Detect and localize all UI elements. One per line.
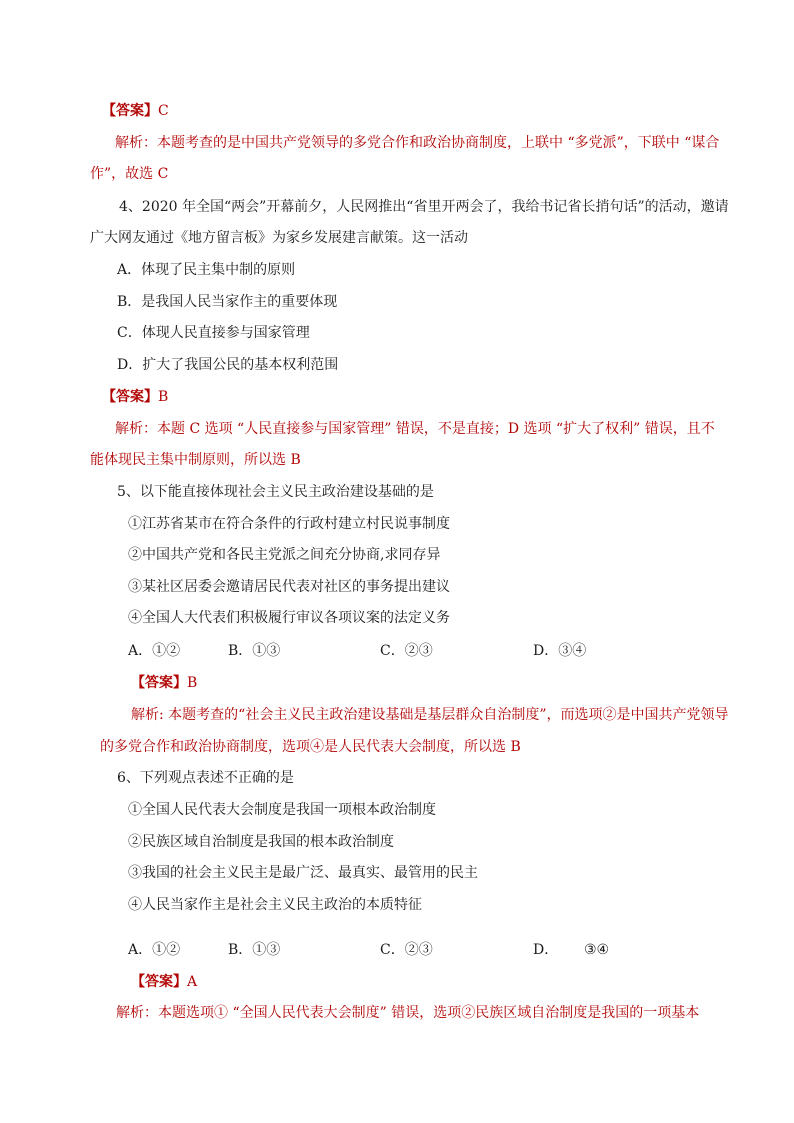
- q6-analysis-line1: 解析：本题选项① “全国人民代表大会制度” 错误，选项②民族区域自治制度是我国的一项基本: [116, 1005, 700, 1021]
- q5-answer-line: [131, 673, 197, 693]
- q4-answer-line: [102, 387, 168, 407]
- q4-option-d: D．扩大了我国公民的基本权利范围: [117, 357, 339, 373]
- q4-analysis-line2: 能体现民主集中制原则，所以选 B: [90, 452, 301, 468]
- q5-item-2: ②中国共产党和各民主党派之间充分协商,求同存异: [128, 547, 441, 563]
- answer-value: C: [158, 103, 169, 119]
- q6-stem: 6、下列观点表述不正确的是: [117, 770, 294, 786]
- q5-choice-d: D．③④: [533, 643, 587, 659]
- answer-label: 【答案】: [131, 974, 187, 990]
- answer-value: B: [187, 675, 198, 691]
- answer-label: 【答案】: [102, 103, 158, 119]
- q5-analysis-line2: 的多党合作和政治协商制度，选项④是人民代表大会制度，所以选 B: [100, 739, 521, 755]
- q6-choice-d-value: ③④: [584, 942, 610, 958]
- q6-item-1: ①全国人民代表大会制度是我国一项根本政治制度: [128, 802, 436, 818]
- q3-analysis-line1: 解析：本题考查的是中国共产党领导的多党合作和政治协商制度，上联中 “多党派”，下联中 “谋合: [115, 135, 720, 151]
- q4-stem-line2: 广大网友通过《地方留言板》为家乡发展建言献策。这一活动: [90, 230, 468, 246]
- answer-label: 【答案】: [131, 675, 187, 691]
- q5-item-4: ④全国人大代表们积极履行审议各项议案的法定义务: [128, 610, 450, 626]
- q4-option-c: C．体现人民直接参与国家管理: [117, 325, 310, 341]
- q6-choice-a: A．①②: [128, 942, 181, 958]
- answer-label: 【答案】: [102, 389, 158, 405]
- q5-choice-a: A．①②: [128, 643, 181, 659]
- q5-stem: 5、以下能直接体现社会主义民主政治建设基础的是: [117, 484, 434, 500]
- q3-analysis-line2: 作”，故选 C: [90, 166, 169, 182]
- answer-value: A: [187, 974, 198, 990]
- q5-choice-b: B．①③: [228, 643, 281, 659]
- q6-item-4: ④人民当家作主是社会主义民主政治的本质特征: [128, 897, 422, 913]
- q6-answer-line: [131, 972, 197, 992]
- q5-item-3: ③某社区居委会邀请居民代表对社区的事务提出建议: [128, 579, 450, 595]
- q5-analysis-line1: 解析: 本题考查的“社会主义民主政治建设基础是基层群众自治制度”，而选项②是中国共产党领导: [131, 707, 729, 723]
- q4-option-b: B．是我国人民当家作主的重要体现: [117, 294, 338, 310]
- q3-answer-line: [102, 101, 169, 121]
- q6-item-3: ③我国的社会主义民主是最广泛、最真实、最管用的民主: [128, 865, 478, 881]
- q5-choice-c: C．②③: [380, 643, 433, 659]
- q4-stem-line1: 4、2020 年全国“两会”开幕前夕，人民网推出“省里开两会了，我给书记省长捎句话”的活动，邀请: [119, 199, 729, 215]
- q6-choice-c: C．②③: [380, 942, 433, 958]
- q4-analysis-line1: 解析：本题 C 选项 “人民直接参与国家管理” 错误，不是直接；D 选项 “扩大了权利” 错误，且不: [115, 421, 715, 437]
- q4-option-a: A．体现了民主集中制的原则: [117, 262, 296, 278]
- q6-choice-b: B．①③: [228, 942, 281, 958]
- q6-choice-d-letter: D．: [533, 942, 559, 958]
- q5-item-1: ①江苏省某市在符合条件的行政村建立村民说事制度: [128, 516, 450, 532]
- answer-value: B: [158, 389, 169, 405]
- q6-item-2: ②民族区域自治制度是我国的根本政治制度: [128, 834, 394, 850]
